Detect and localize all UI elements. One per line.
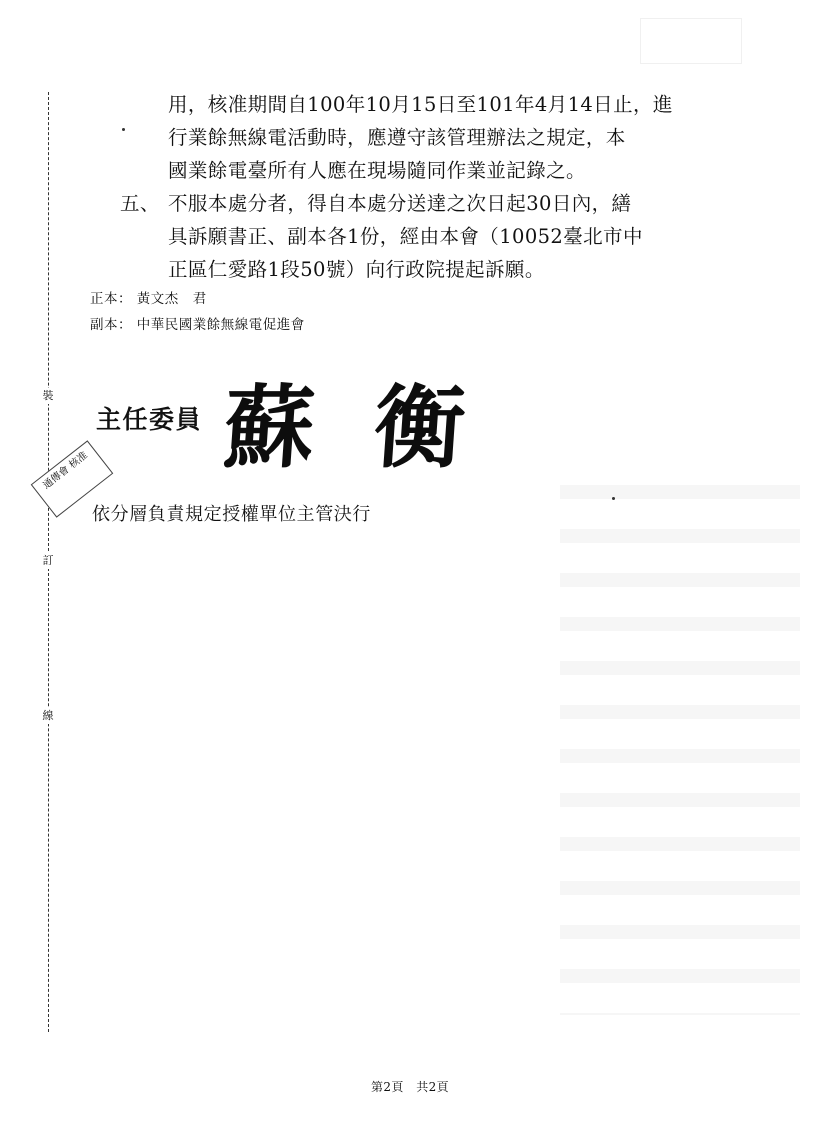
signer-title: 主任委員: [96, 405, 203, 434]
scan-speck: [612, 497, 615, 500]
signature: 蘇衡: [220, 375, 529, 481]
duplicate-recipient: 副本： 中華民國業餘無線電促進會: [90, 317, 305, 333]
copy-recipients: [90, 286, 305, 338]
scan-speck: [122, 128, 125, 131]
authorization-note: 依分層負責規定授權單位主管決行: [92, 504, 371, 525]
body-line-3: 國業餘電臺所有人應在現場隨同作業並記錄之。: [168, 159, 586, 182]
reverse-bleed-texture: [560, 455, 800, 1015]
item-five-line-2: 具訴願書正、副本各1份，經由本會（10052臺北市中: [168, 225, 643, 248]
binding-char-xian: 線: [40, 708, 56, 724]
document-body: [120, 88, 720, 286]
body-line-1: 用，核准期間自100年10月15日至101年4月14日止，進: [168, 93, 673, 116]
page-footer: 第2頁 共2頁: [370, 1080, 450, 1094]
item-five: [120, 187, 720, 286]
reverse-bleed-box: [640, 18, 742, 64]
item-five-number: 五、: [120, 192, 160, 215]
binding-char-ding: 訂: [40, 553, 56, 569]
original-recipient: 正本： 黃文杰 君: [90, 291, 207, 307]
item-five-line-3: 正區仁愛路1段50號）向行政院提起訴願。: [168, 258, 545, 281]
item-five-line-1: 不服本處分者，得自本處分送達之次日起30日內，繕: [168, 192, 632, 215]
approval-stamp: 通傳會 核准: [31, 440, 114, 517]
binding-char-zhuang: 裝: [40, 388, 56, 404]
body-line-2: 行業餘無線電活動時，應遵守該管理辦法之規定，本: [168, 126, 626, 149]
